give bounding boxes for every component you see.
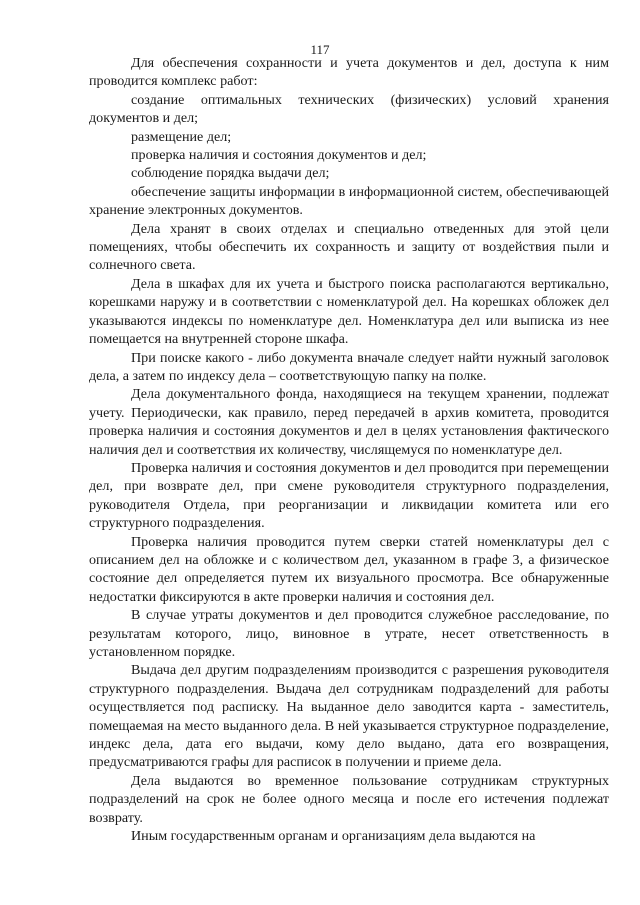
paragraph-cabinets: Дела в шкафах для их учета и быстрого поиска располагаются вертикально, корешками наружу и в соответствии с номенклатурой дел. На корешках обложек дел указываются индексы по номенклатуре дел. Номенклатура дел или выписка из нее помещается на внутренней стороне шкафа. [89,275,609,348]
list-item-conditions: создание оптимальных технических (физических) условий хранения документов и дел; [89,91,609,127]
list-item-issuance: соблюдение порядка выдачи дел; [131,165,330,182]
paragraph-loss: В случае утраты документов и дел проводится служебное расследование, по результатам которого, лицо, виновное в утрате, несет ответственность в установленном порядке. [89,607,609,660]
page-number: 117 [310,42,330,57]
paragraph-intro: Для обеспечения сохранности и учета документов и дел, доступа к ним проводится комплекс работ: [89,55,609,90]
paragraph-check-cases: Проверка наличия и состояния документов и дел проводится при перемещении дел, при возврате дел, при смене руководителя структурного подразделения, руководителя Отдела, при реорганизации и ликвидации комитета или его структурного подразделения. [89,459,609,532]
list-item-placement: размещение дел; [131,128,232,145]
paragraph-storage-rooms: Дела хранят в своих отделах и специально отведенных для этой цели помещениях, чтобы обеспечить их сохранность и защиту от воздействия пыли и солнечного света. [89,220,609,274]
paragraph-other-organizations: Иным государственным органам и организациям дела выдаются на [131,828,536,845]
paragraph-issuance-rules: Выдача дел другим подразделениям производится с разрешения руководителя структурного подразделения. Выдача дел сотрудникам подразделений для работы осуществляется под расписку. На выданное дело заводится карта - заместитель, помещаемая на место выданного дела. В ней указывается структурное подразделение, индекс дела, дата его выдачи, кому дело выдано, дата его возвращения, предусматриваются графы для расписок в получении и приеме дела. [89,662,609,771]
paragraph-temporary-use: Дела выдаются во временное пользование сотрудникам структурных подразделений на срок не более одного месяца и после его истечения подлежат возврату. [89,772,609,826]
paragraph-check-method: Проверка наличия проводится путем сверки статей номенклатуры дел с описанием дел на обложке и с количеством дел, указанном в графе 3, а физическое состояние дел определяется путем их визуального просмотра. Все обнаруженные недостатки фиксируются в акте проверки наличия и состояния дел. [89,533,609,605]
list-item-protection: обеспечение защиты информации в информационной систем, обеспечивающей хранение электронных документов. [89,183,609,219]
list-item-check: проверка наличия и состояния документов и дел; [131,147,427,164]
paragraph-search: При поиске какого - либо документа вначале следует найти нужный заголовок дела, а затем по индексу дела – соответствующую папку на полке. [89,349,609,384]
body-text [89,54,609,845]
paragraph-accounting: Дела документального фонда, находящиеся на текущем хранении, подлежат учету. Периодически, как правило, перед передачей в архив комитета, проводится проверка наличия и состояния документов и дел в целях установления фактического наличия дел и соответствия их количеству, числящемуся по номенклатуре дел. [89,386,609,458]
